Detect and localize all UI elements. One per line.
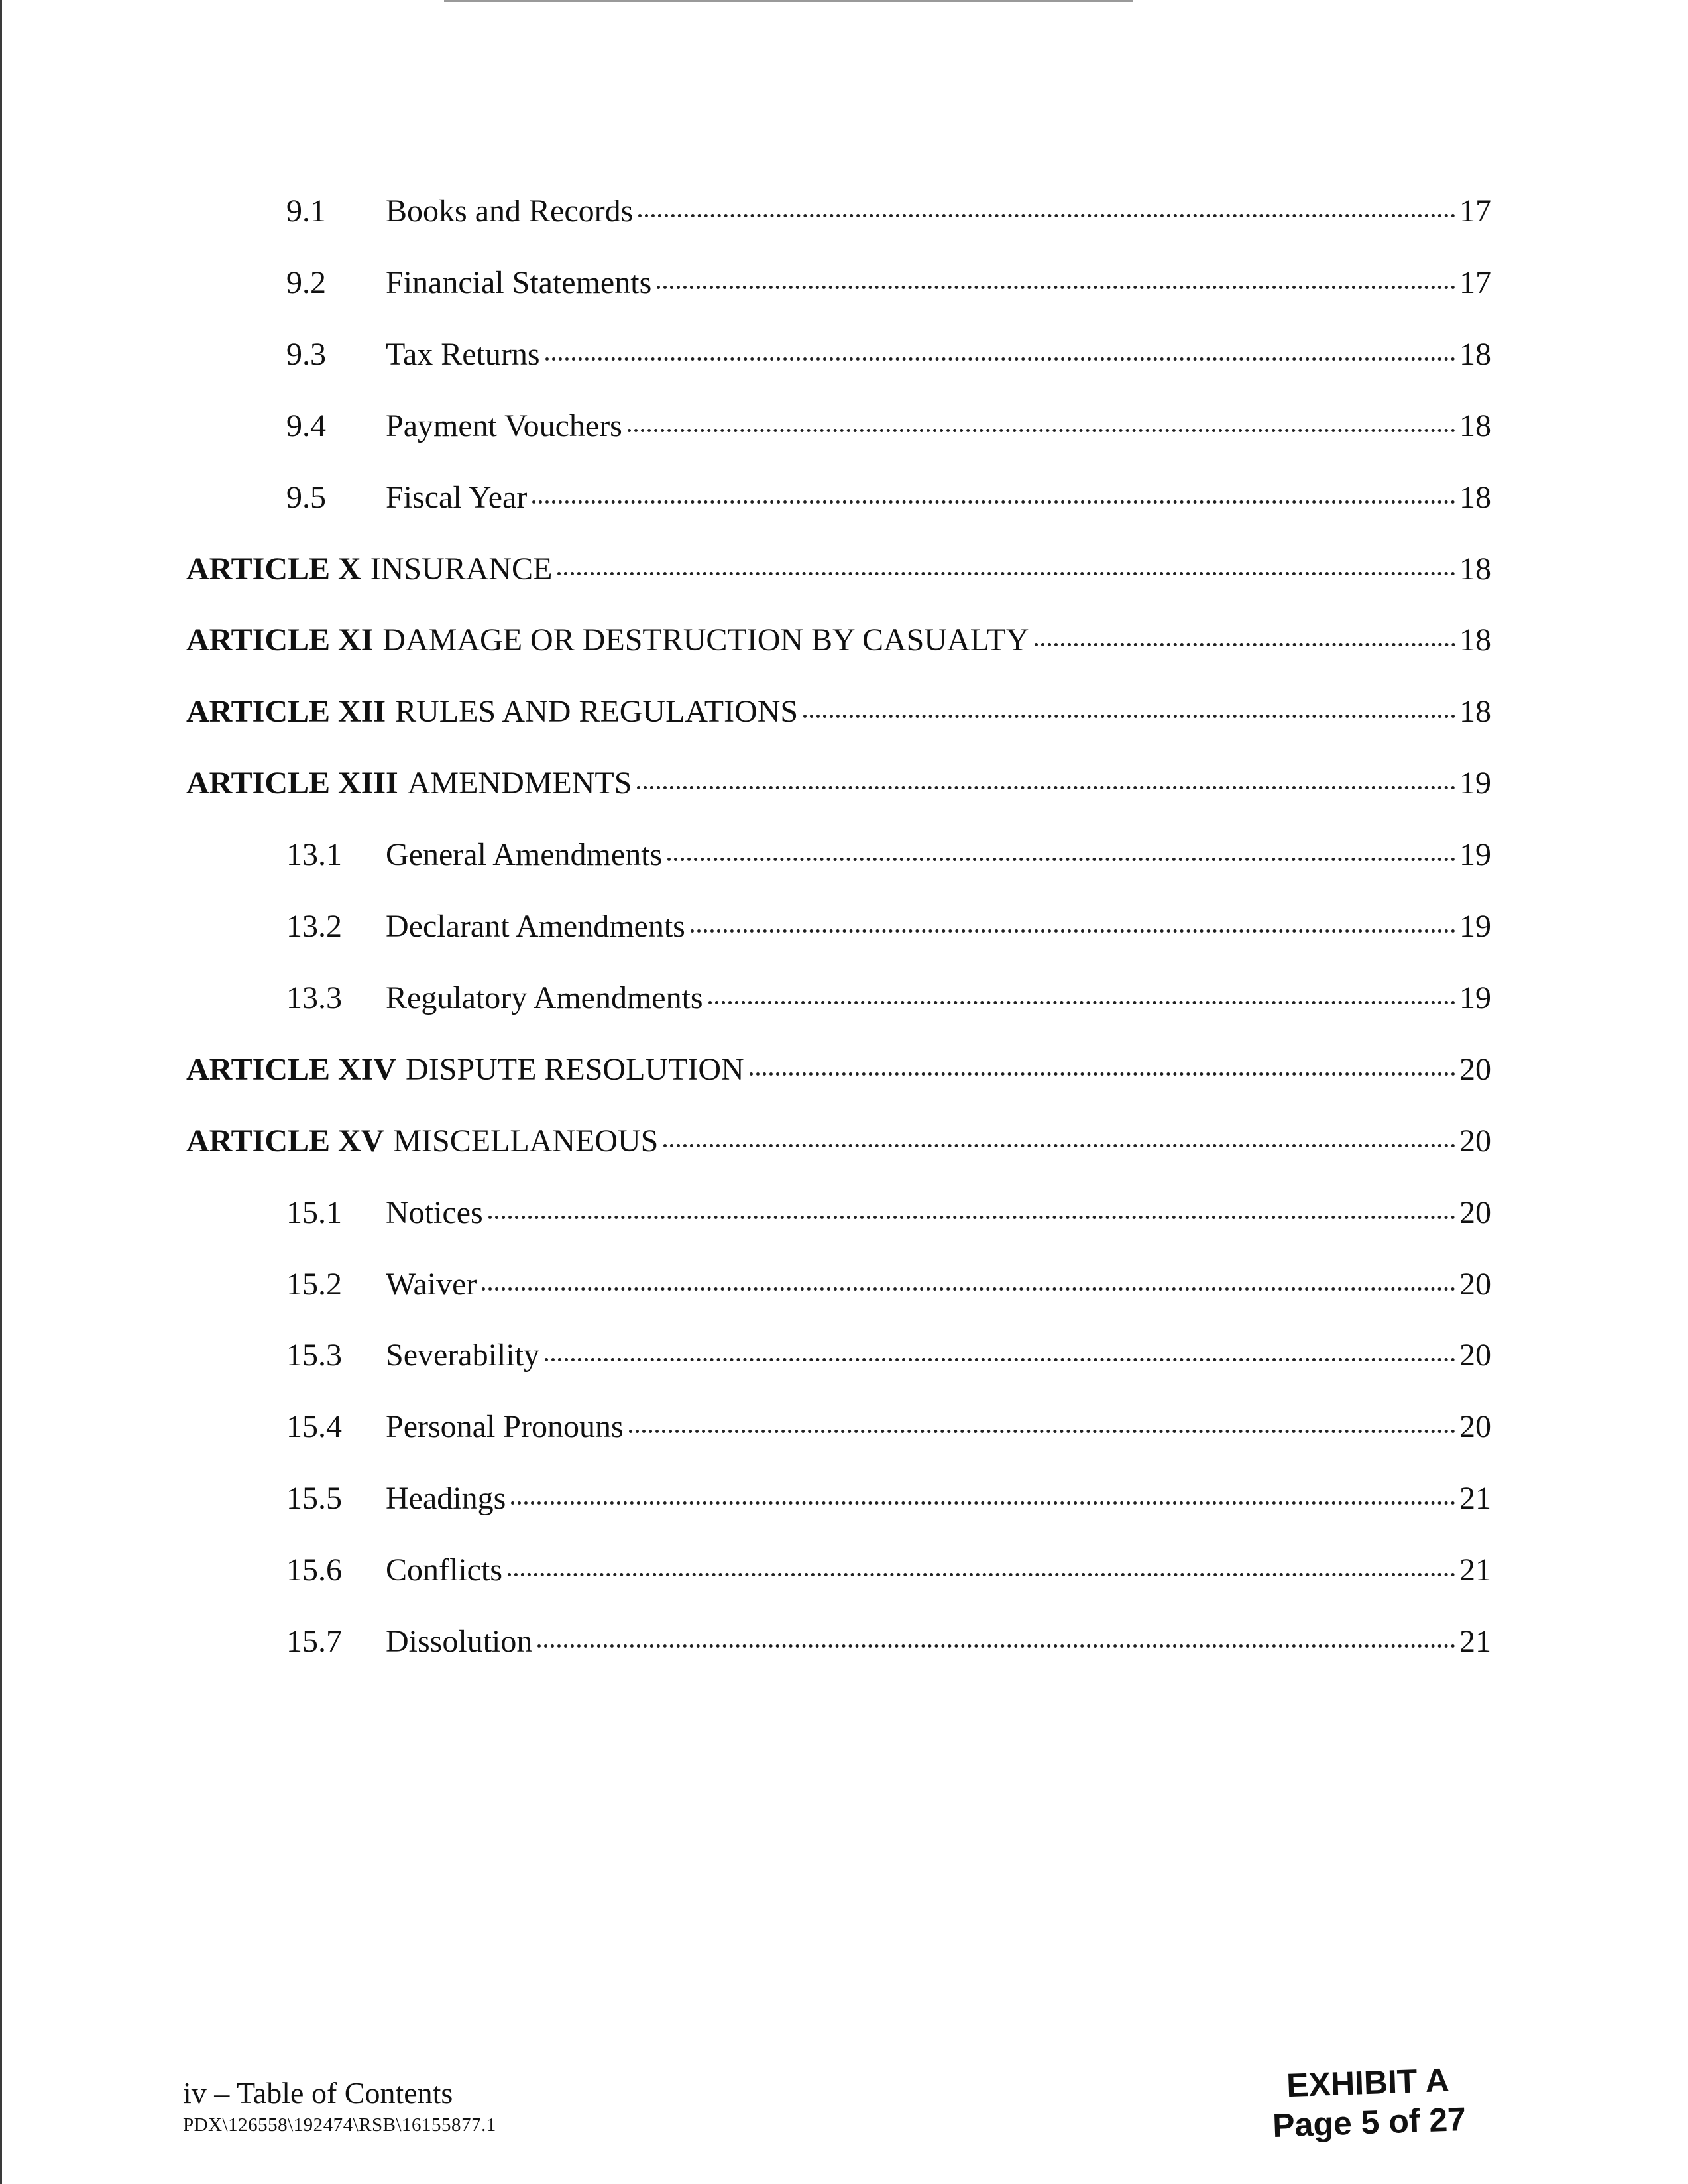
toc-section-number: 9.4 <box>286 408 326 443</box>
toc-entry <box>286 1261 1491 1308</box>
toc-page-number: 18 <box>1459 408 1491 443</box>
toc-entry <box>286 1190 1491 1236</box>
toc-page-number: 18 <box>1459 622 1491 658</box>
dot-leader <box>557 572 1455 575</box>
toc-entry-title: DISPUTE RESOLUTION <box>406 1052 744 1087</box>
toc-entry <box>186 617 1491 663</box>
toc-article-number: ARTICLE X <box>186 551 361 587</box>
toc-section-number: 13.2 <box>286 909 342 944</box>
toc-entry <box>186 1047 1491 1093</box>
toc-entry-title: General Amendments <box>386 837 663 872</box>
toc-entry-title: AMENDMENTS <box>407 766 632 801</box>
toc-page-number: 20 <box>1459 1338 1491 1373</box>
toc-entry-title: MISCELLANEOUS <box>393 1123 659 1159</box>
dot-leader <box>545 357 1455 361</box>
toc-entry-title: Declarant Amendments <box>386 909 685 944</box>
toc-entry <box>286 260 1491 306</box>
toc-entry-title: Conflicts <box>386 1552 502 1587</box>
toc-entry-title: RULES AND REGULATIONS <box>395 694 799 729</box>
toc-page-number: 21 <box>1459 1624 1491 1659</box>
dot-leader <box>750 1072 1455 1076</box>
toc-entry-title: Regulatory Amendments <box>386 980 703 1015</box>
dot-leader <box>488 1216 1455 1219</box>
toc-page-number: 21 <box>1459 1481 1491 1516</box>
toc-page-number: 20 <box>1459 1409 1491 1444</box>
dot-leader <box>638 214 1455 217</box>
dot-leader <box>629 1430 1455 1433</box>
toc-entry-title: Tax Returns <box>386 337 540 372</box>
toc-entry-title: Notices <box>386 1195 483 1230</box>
exhibit-stamp <box>1258 2059 1479 2146</box>
toc-section-number: 15.1 <box>286 1195 342 1230</box>
dot-leader <box>657 286 1455 289</box>
dot-leader <box>637 786 1455 789</box>
exhibit-label: EXHIBIT A <box>1286 2061 1450 2104</box>
toc-section-number: 15.5 <box>286 1481 342 1516</box>
toc-page-number: 18 <box>1459 694 1491 729</box>
toc-article-number: ARTICLE XII <box>186 694 386 729</box>
dot-leader <box>708 1001 1455 1004</box>
toc-entry <box>186 760 1491 807</box>
toc-page-number: 18 <box>1459 551 1491 587</box>
toc-page-number: 19 <box>1459 909 1491 944</box>
dot-leader <box>628 429 1455 432</box>
toc-entry-title: Severability <box>386 1338 539 1373</box>
toc-article-number: ARTICLE XIV <box>186 1052 397 1087</box>
toc-entry-title: Waiver <box>386 1267 477 1302</box>
dot-leader <box>508 1573 1455 1576</box>
toc-section-number: 9.2 <box>286 265 326 300</box>
dot-leader <box>691 929 1455 933</box>
dot-leader <box>545 1358 1455 1361</box>
dot-leader <box>803 715 1455 718</box>
dot-leader <box>667 858 1455 861</box>
toc-page-number: 18 <box>1459 337 1491 372</box>
exhibit-page-count: Page 5 of 27 <box>1272 2100 1467 2145</box>
dot-leader <box>511 1501 1455 1505</box>
toc-section-number: 9.1 <box>286 194 326 229</box>
page-footer <box>183 2075 496 2138</box>
toc-section-number: 15.3 <box>286 1338 342 1373</box>
toc-entry-title: INSURANCE <box>370 551 553 587</box>
toc-entry-title: Books and Records <box>386 194 634 229</box>
toc-section-number: 15.6 <box>286 1552 342 1587</box>
toc-entry-title: Payment Vouchers <box>386 408 622 443</box>
toc-page-number: 17 <box>1459 265 1491 300</box>
toc-entry <box>286 188 1491 235</box>
toc-page-number: 19 <box>1459 980 1491 1015</box>
toc-entry <box>186 1118 1491 1165</box>
footer-page-label: iv – Table of Contents <box>183 2076 453 2110</box>
toc-entry <box>286 1404 1491 1450</box>
toc-entry-title: Dissolution <box>386 1624 533 1659</box>
toc-entry-title: Financial Statements <box>386 265 652 300</box>
toc-entry <box>286 1547 1491 1593</box>
toc-entry <box>286 1332 1491 1379</box>
toc-entry <box>286 331 1491 378</box>
toc-page-number: 21 <box>1459 1552 1491 1587</box>
toc-section-number: 9.3 <box>286 337 326 372</box>
toc-entry <box>286 475 1491 521</box>
toc-entry <box>186 689 1491 735</box>
toc-entry <box>186 546 1491 593</box>
toc-page-number: 20 <box>1459 1123 1491 1159</box>
toc-page-number: 19 <box>1459 766 1491 801</box>
toc-entry-title: Fiscal Year <box>386 480 528 515</box>
toc-section-number: 13.3 <box>286 980 342 1015</box>
toc-page-number: 17 <box>1459 194 1491 229</box>
toc-page-number: 19 <box>1459 837 1491 872</box>
toc-page-number: 20 <box>1459 1267 1491 1302</box>
toc-section-number: 15.7 <box>286 1624 342 1659</box>
toc-entry-title: Personal Pronouns <box>386 1409 624 1444</box>
toc-entry <box>286 1475 1491 1522</box>
toc-section-number: 9.5 <box>286 480 326 515</box>
dot-leader <box>482 1287 1455 1291</box>
dot-leader <box>1035 643 1455 646</box>
toc-entry <box>286 975 1491 1021</box>
toc-entry <box>286 403 1491 449</box>
toc-page-number: 18 <box>1459 480 1491 515</box>
toc-section-number: 15.4 <box>286 1409 342 1444</box>
toc-section-number: 13.1 <box>286 837 342 872</box>
dot-leader <box>663 1144 1455 1147</box>
footer-document-id: PDX\126558\192474\RSB\16155877.1 <box>183 2114 496 2136</box>
toc-article-number: ARTICLE XV <box>186 1123 384 1159</box>
toc-article-number: ARTICLE XIII <box>186 766 398 801</box>
toc-entry <box>286 832 1491 878</box>
toc-page-number: 20 <box>1459 1052 1491 1087</box>
toc-entry <box>286 903 1491 950</box>
toc-entry <box>286 1619 1491 1665</box>
dot-leader <box>532 500 1455 504</box>
dot-leader <box>537 1644 1455 1648</box>
toc-page-number: 20 <box>1459 1195 1491 1230</box>
toc-entry-title: DAMAGE OR DESTRUCTION BY CASUALTY <box>382 622 1029 658</box>
toc-entry-title: Headings <box>386 1481 506 1516</box>
toc-article-number: ARTICLE XI <box>186 622 374 658</box>
toc-section-number: 15.2 <box>286 1267 342 1302</box>
